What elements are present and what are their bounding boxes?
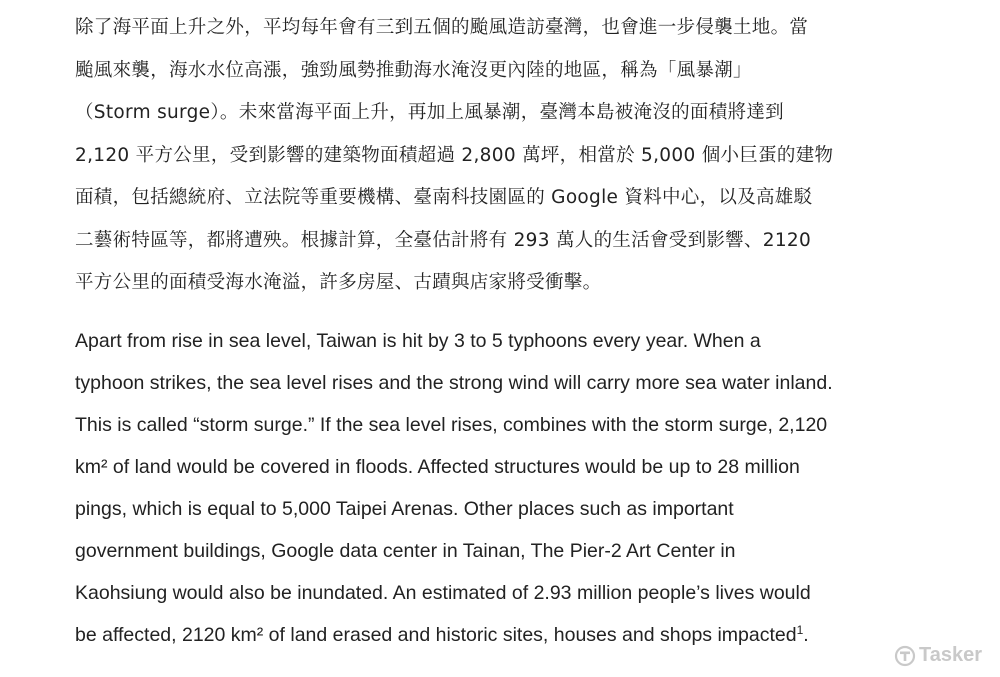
- english-paragraph: [75, 320, 833, 656]
- english-line: Kaohsiung would also be inundated. An estimated of 2.93 million people’s lives would: [75, 582, 811, 604]
- watermark-text: Tasker: [918, 644, 982, 666]
- english-line: typhoon strikes, the sea level rises and the strong wind will carry more sea water inland.: [75, 372, 833, 394]
- tasker-watermark: [894, 644, 982, 667]
- chinese-line: 颱風來襲，海水水位高漲，強勁風勢推動海水淹沒更內陸的地區，稱為「風暴潮」: [75, 59, 752, 81]
- english-line-last: [75, 614, 833, 656]
- chinese-paragraph: [75, 0, 955, 305]
- english-line: This is called “storm surge.” If the sea level rises, combines with the storm surge, 2,120: [75, 414, 828, 436]
- chinese-line: 面積，包括總統府、立法院等重要機構、臺南科技園區的 Google 資料中心，以及高雄駁: [75, 187, 813, 208]
- english-line: Apart from rise in sea level, Taiwan is hit by 3 to 5 typhoons every year. When a: [75, 330, 761, 352]
- chinese-line: 二藝術特區等，都將遭殃。根據計算，全臺估計將有 293 萬人的生活會受到影響、2120: [75, 229, 812, 251]
- tasker-logo-icon: [894, 645, 916, 667]
- chinese-line: 除了海平面上升之外，平均每年會有三到五個的颱風造訪臺灣，也會進一步侵襲土地。當: [75, 17, 809, 38]
- english-line: pings, which is equal to 5,000 Taipei Arenas. Other places such as important: [75, 498, 734, 520]
- document: [75, 0, 955, 646]
- english-line: km² of land would be covered in floods. Affected structures would be up to 28 million: [75, 456, 800, 478]
- chinese-line: 2,120 平方公里，受到影響的建築物面積超過 2,800 萬坪，相當於 5,000 個小巨蛋的建物: [75, 144, 834, 166]
- footnote-marker[interactable]: 1: [796, 623, 804, 637]
- chinese-line: 平方公里的面積受海水淹溢，許多房屋、古蹟與店家將受衝擊。: [75, 272, 602, 293]
- english-line: government buildings, Google data center in Tainan, The Pier-2 Art Center in: [75, 540, 736, 562]
- final-period: .: [803, 624, 809, 646]
- english-line-text: be affected, 2120 km² of land erased and historic sites, houses and shops impacted: [75, 624, 797, 646]
- chinese-line: （Storm surge）。未來當海平面上升，再加上風暴潮，臺灣本島被淹沒的面積將達到: [75, 102, 784, 123]
